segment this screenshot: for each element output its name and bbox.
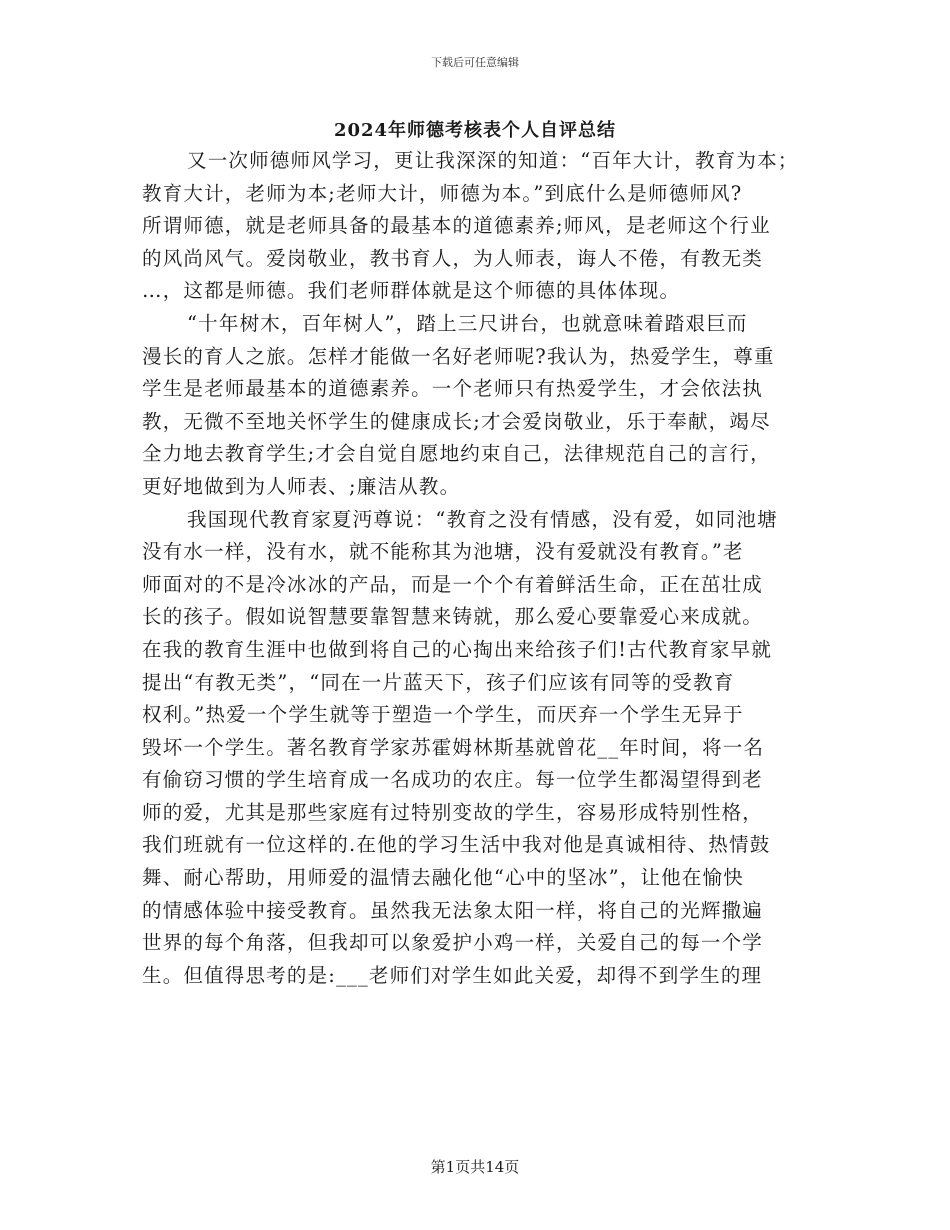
paragraph-3-line-11: 我们班就有一位这样的.在他的学习生活中我对他是真诚相待、热情鼓 — [142, 833, 771, 857]
paragraph-3-line-5: 在我的教育生涯中也做到将自己的心掏出来给孩子们!古代教育家早就 — [142, 637, 773, 661]
paragraph-3-line-13: 的情感体验中接受教育。虽然我无法象太阳一样，将自己的光辉撒遍 — [142, 898, 764, 922]
paragraph-1-line-4: 的风尚风气。爱岗敬业，教书育人，为人师表，诲人不倦，有教无类 — [142, 246, 764, 270]
paragraph-1-line-3: 所谓师德，就是老师具备的最基本的道德素养;师风，是老师这个行业 — [142, 214, 771, 238]
paragraph-3-line-4: 长的孩子。假如说智慧要靠智慧来铸就，那么爱心要靠爱心来成就。 — [142, 605, 764, 629]
paragraph-3-line-7: 权利。”热爱一个学生就等于塑造一个学生，而厌弃一个学生无异于 — [142, 703, 744, 727]
paragraph-3-line-6: 提出“有教无类”，“同在一片蓝天下，孩子们应该有同等的受教育 — [142, 670, 735, 694]
paragraph-2-line-5: 全力地去教育学生;才会自觉自愿地约束自己，法律规范自己的言行， — [142, 442, 771, 466]
document-title: 2024年师德考核表个人自评总结 — [333, 120, 617, 141]
paragraph-3-line-9: 有偷窃习惯的学生培育成一名成功的农庄。每一位学生都渴望得到老 — [142, 768, 764, 792]
paragraph-2-line-2: 漫长的育人之旅。怎样才能做一名好老师呢?我认为，热爱学生，尊重 — [142, 344, 775, 368]
paragraph-1-line-5: …，这都是师德。我们老师群体就是这个师德的具体体现。 — [142, 279, 681, 303]
page-footer: 第1页共14页 — [430, 1158, 520, 1176]
paragraph-1-line-2: 教育大计，老师为本;老师大计，师德为本。”到底什么是师德师风? — [142, 181, 743, 205]
paragraph-3-line-1: 我国现代教育家夏沔尊说：“教育之没有情感，没有爱，如同池塘 — [187, 507, 778, 531]
header-note: 下载后可任意编辑 — [431, 56, 519, 69]
paragraph-2-line-1: “十年树木，百年树人”，踏上三尺讲台，也就意味着踏艰巨而 — [187, 311, 748, 335]
paragraph-3-line-3: 师面对的不是冷冰冰的产品，而是一个个有着鲜活生命，正在茁壮成 — [142, 572, 764, 596]
paragraph-2-line-3: 学生是老师最基本的道德素养。一个老师只有热爱学生，才会依法执 — [142, 377, 764, 401]
paragraph-1-line-1: 又一次师德师风学习，更让我深深的知道：“百年大计，教育为本； — [187, 149, 799, 172]
paragraph-2-line-4: 教，无微不至地关怀学生的健康成长;才会爱岗敬业，乐于奉献，竭尽 — [142, 409, 771, 433]
paragraph-3-line-8: 毁坏一个学生。著名教育学家苏霍姆林斯基就曾花__年时间，将一名 — [142, 735, 765, 759]
paragraph-2-line-6: 更好地做到为人师表、;廉洁从教。 — [142, 474, 461, 498]
paragraph-3-line-15: 生。但值得思考的是:___老师们对学生如此关爱，却得不到学生的理 — [142, 963, 763, 987]
paragraph-3-line-10: 师的爱，尤其是那些家庭有过特别变故的学生，容易形成特别性格， — [142, 800, 764, 824]
body-text — [142, 145, 802, 992]
paragraph-3-line-2: 没有水一样，没有水，就不能称其为池塘，没有爱就没有教育。”老 — [142, 540, 744, 564]
paragraph-3-line-14: 世界的每个角落，但我却可以象爱护小鸡一样，关爱自己的每一个学 — [142, 931, 764, 955]
paragraph-3-line-12: 舞、耐心帮助，用师爱的温情去融化他“心中的坚冰”，让他在愉快 — [142, 866, 744, 890]
